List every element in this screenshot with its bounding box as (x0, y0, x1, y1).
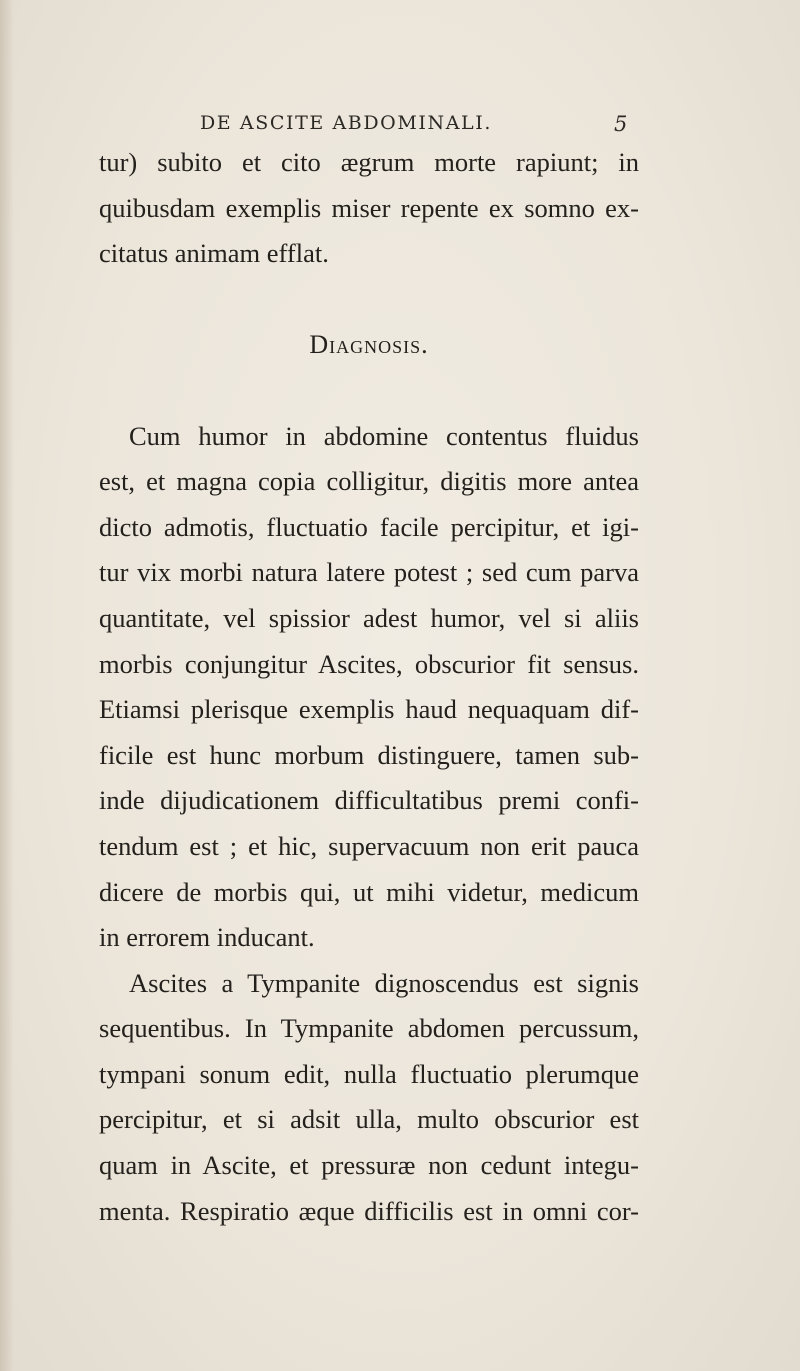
text-line: tympani sonum edit, nulla fluctuatio plerumque (99, 1058, 639, 1089)
text-line: percipitur, et si adsit ulla, multo obscurior est (99, 1104, 639, 1135)
text-line: est, et magna copia colligitur, digitis more antea (99, 466, 639, 497)
text-line: Cum humor in abdomine contentus fluidus (129, 420, 639, 451)
text-line: dicere de morbis qui, ut mihi videtur, medicum (99, 876, 639, 907)
page-number: 5 (614, 112, 628, 136)
text-line: quam in Ascite, et pressuræ non cedunt integu- (99, 1150, 639, 1181)
page-gutter-shadow (0, 0, 14, 1371)
text-line: sequentibus. In Tympanite abdomen percussum, (99, 1013, 639, 1044)
paragraph-3 (99, 961, 639, 1235)
text-line: tendum est ; et hic, supervacuum non erit pauca (99, 830, 639, 861)
text-line: morbis conjungitur Ascites, obscurior fit sensus. (99, 648, 639, 679)
section-heading: Diagnosis. (309, 330, 429, 360)
text-line: Etiamsi plerisque exemplis haud nequaquam dif- (99, 694, 639, 725)
text-line: quantitate, vel spissior adest humor, vel si aliis (99, 602, 639, 633)
text-line: in errorem inducant. (99, 922, 315, 953)
text-line: inde dijudicationem difficultatibus premi confi- (99, 785, 639, 816)
text-block (99, 140, 639, 1234)
spacer (99, 368, 639, 414)
text-line: citatus animam efflat. (99, 238, 329, 269)
text-line: menta. Respiratio æque difficilis est in omni cor- (99, 1195, 639, 1226)
paragraph-1 (99, 140, 639, 277)
text-line: tur vix morbi natura latere potest ; sed cum parva (99, 557, 639, 588)
text-line: ficile est hunc morbum distinguere, tamen sub- (99, 739, 639, 770)
text-line: Ascites a Tympanite dignoscendus est signis (129, 967, 639, 998)
paragraph-2 (99, 414, 639, 961)
text-line: tur) subito et cito ægrum morte rapiunt; in (99, 147, 639, 177)
text-line: quibusdam exemplis miser repente ex somno ex- (99, 192, 639, 223)
spacer (99, 277, 639, 323)
text-line: dicto admotis, fluctuatio facile percipitur, et igi- (99, 511, 639, 542)
running-title: DE ASCITE ABDOMINALI. (199, 112, 493, 134)
running-head (0, 112, 800, 142)
